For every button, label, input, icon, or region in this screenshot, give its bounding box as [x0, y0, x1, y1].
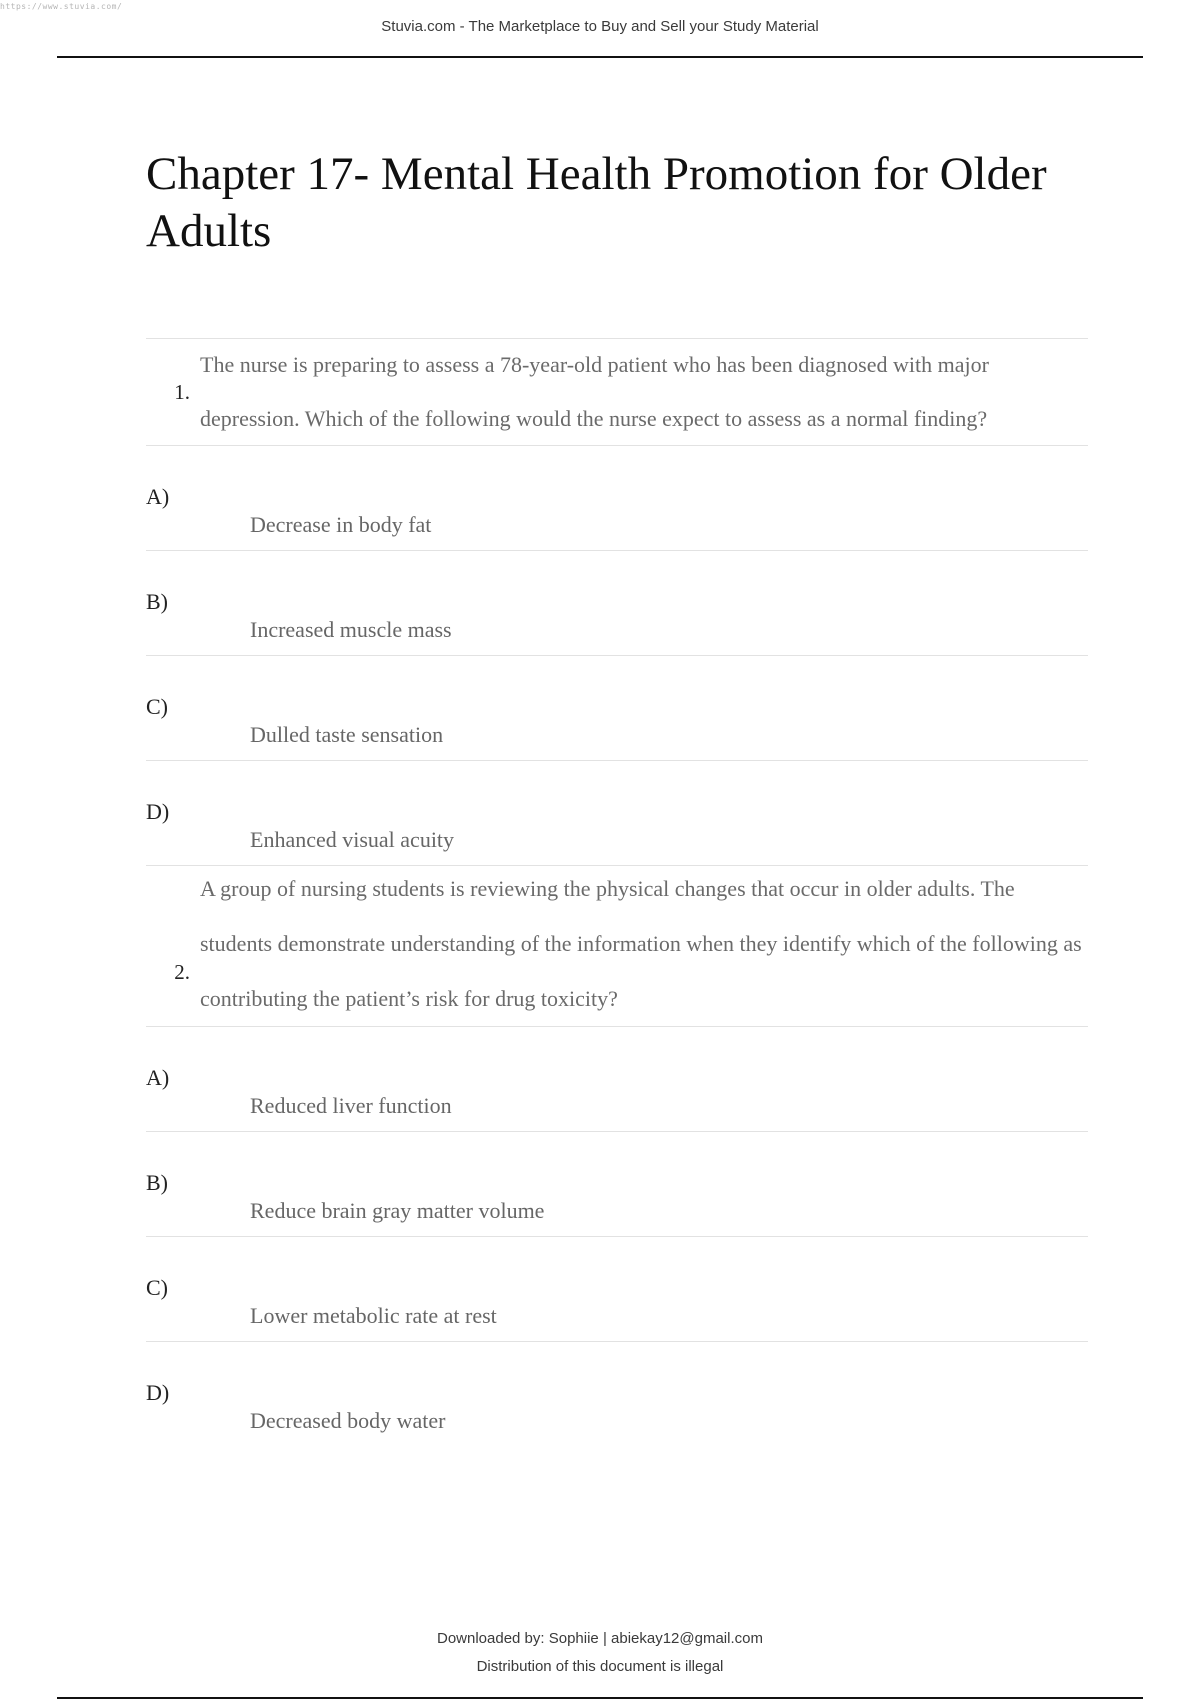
answer-option-d[interactable] [146, 1342, 1088, 1446]
option-letter: B) [146, 589, 168, 614]
question-number: 1. [174, 379, 190, 404]
option-letter: A) [146, 484, 170, 509]
source-url-stamp: https://www.stuvia.com/ [0, 2, 123, 11]
option-text: Decreased body water [250, 1408, 446, 1433]
option-letter: B) [146, 1170, 168, 1195]
question-list [146, 338, 1088, 1446]
option-text: Enhanced visual acuity [250, 827, 455, 852]
option-text: Reduced liver function [250, 1093, 452, 1118]
footer-distribution-notice: Distribution of this document is illegal [476, 1658, 724, 1675]
option-text: Decrease in body fat [250, 512, 432, 537]
answer-option-c[interactable] [146, 1237, 1088, 1341]
option-letter: D) [146, 799, 170, 824]
footer-divider [57, 1697, 1143, 1699]
option-letter: D) [146, 1380, 170, 1405]
answer-option-b[interactable] [146, 1132, 1088, 1236]
answer-option-a[interactable] [146, 446, 1088, 550]
option-letter: C) [146, 694, 168, 719]
answer-option-a[interactable] [146, 1027, 1088, 1131]
header-divider [57, 56, 1143, 58]
answer-option-c[interactable] [146, 656, 1088, 760]
question-2 [146, 866, 1088, 1026]
question-text: A group of nursing students is reviewing the physical changes that occur in older adults. The students demonstrate understanding of the information when they identify which of the following as contributing the patient’s risk for drug toxicity? [200, 875, 1082, 1011]
page-title: Chapter 17- Mental Health Promotion for Older Adults [146, 148, 1047, 257]
answer-option-d[interactable] [146, 761, 1088, 865]
question-1 [146, 339, 1088, 445]
option-letter: A) [146, 1065, 170, 1090]
question-text: The nurse is preparing to assess a 78-year-old patient who has been diagnosed with major depression. Which of the following would the nurse expect to assess as a normal finding? [200, 352, 989, 431]
option-text: Dulled taste sensation [250, 722, 444, 747]
answer-option-b[interactable] [146, 551, 1088, 655]
option-text: Lower metabolic rate at rest [250, 1303, 497, 1328]
question-number: 2. [174, 959, 190, 984]
page-header: Stuvia.com - The Marketplace to Buy and Sell your Study Material [381, 18, 819, 35]
option-text: Increased muscle mass [250, 617, 452, 642]
option-text: Reduce brain gray matter volume [250, 1198, 545, 1223]
footer-downloaded-by: Downloaded by: Sophiie | abiekay12@gmail.com [437, 1630, 763, 1647]
option-letter: C) [146, 1275, 168, 1300]
